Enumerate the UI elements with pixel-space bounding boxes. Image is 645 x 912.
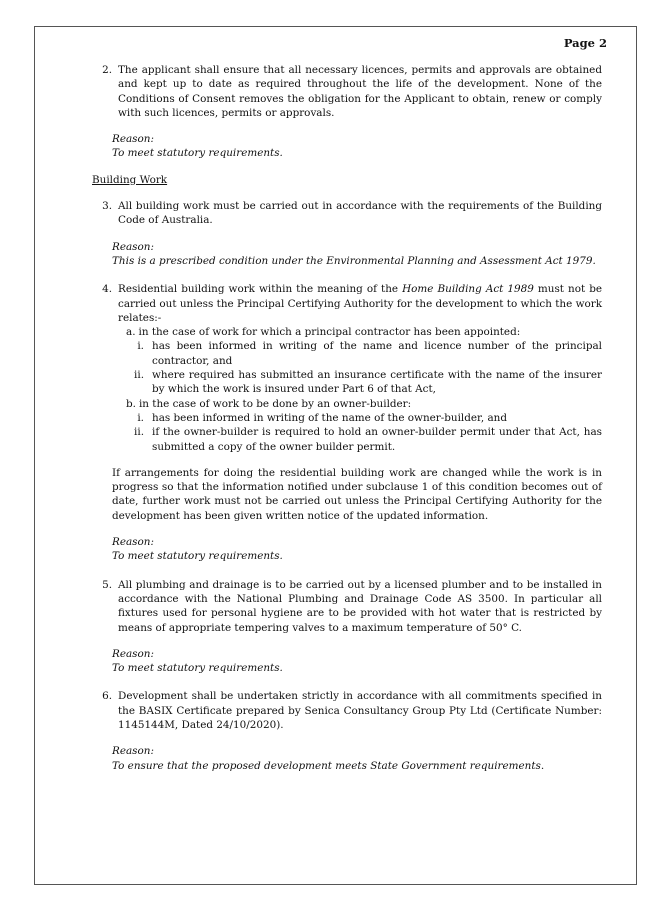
condition-text: All building work must be carried out in accordance with the requirements of the Building Code of Australia.	[118, 200, 602, 227]
reason-text: To ensure that the proposed development meets State Government requirements.	[112, 759, 545, 772]
condition-text-part: Residential building work within the meaning of the	[118, 283, 403, 296]
condition-6	[92, 689, 602, 732]
roman-label: i.	[137, 411, 144, 424]
subclause-text: in the case of work for which a principal contractor has been appointed:	[138, 326, 521, 339]
roman-text: if the owner-builder is required to hold an owner-builder permit under that Act, has submitted a copy of the owner builder permit.	[152, 426, 602, 453]
subclause-a-ii	[126, 368, 602, 397]
roman-text: has been informed in writing of the name and licence number of the principal contractor, and	[152, 340, 602, 367]
condition-5	[92, 578, 602, 635]
condition-text-part: must not be carried out unless the Principal Certifying Authority for the development to which the work relates:-	[118, 283, 602, 324]
roman-text: where required has submitted an insurance certificate with the name of the insurer by which the work is insured under Part 6 of that Act,	[152, 369, 602, 396]
subclause-b	[126, 397, 602, 411]
condition-number: 3.	[102, 200, 112, 213]
roman-label: ii.	[134, 426, 144, 439]
reason-text: To meet statutory requirements.	[112, 662, 283, 675]
document-body	[92, 63, 602, 773]
reason-label: Reason:	[112, 536, 154, 549]
condition-4	[92, 282, 602, 325]
subclause-text: in the case of work to be done by an owner-builder:	[138, 397, 412, 410]
condition-text	[118, 282, 602, 325]
subclause-a	[126, 325, 602, 339]
condition-text: All plumbing and drainage is to be carried out by a licensed plumber and to be installed in accordance with the National Plumbing and Drainage Code AS 3500. In particular all fixtures used for personal hygiene are to be provided with hot water that is restricted by means of appropriate tempering valves to a maximum temperature of 50° C.	[118, 578, 602, 634]
reason-label: Reason:	[112, 240, 154, 253]
act-title: Home Building Act 1989	[402, 283, 534, 296]
condition-number: 5.	[102, 578, 112, 591]
condition-number: 4.	[102, 283, 112, 296]
condition-paragraph: If arrangements for doing the residential building work are changed while the work is in progress so that the information notified under subclause 1 of this condition becomes out of date, further work must not be carried out unless the Principal Certifying Authority for the development has been given written notice of the updated information.	[112, 466, 602, 522]
roman-label: ii.	[134, 369, 144, 382]
page-number: Page 2	[563, 36, 607, 50]
subclause-b-ii	[126, 425, 602, 454]
reason-label: Reason:	[112, 745, 154, 758]
condition-3	[92, 199, 602, 228]
reason-label: Reason:	[112, 133, 154, 146]
subclause-label: b.	[126, 397, 136, 410]
condition-2	[92, 63, 602, 120]
reason-text: This is a prescribed condition under the Environmental Planning and Assessment Act 1979.	[112, 254, 596, 267]
condition-number: 6.	[102, 690, 112, 703]
roman-label: i.	[137, 340, 144, 353]
reason-text: To meet statutory requirements.	[112, 147, 283, 160]
reason-label: Reason:	[112, 647, 154, 660]
condition-number: 2.	[102, 64, 112, 76]
subclause-label: a.	[126, 326, 136, 339]
subclause-a-i	[126, 339, 602, 368]
subclause-b-i	[126, 411, 602, 425]
condition-text: The applicant shall ensure that all necessary licences, permits and approvals are obtained and kept up to date as required throughout the life of the development. None of the Conditions of Consent removes the obligation for the Applicant to obtain, renew or comply with such licences, permits or approvals.	[118, 64, 602, 119]
condition-text: Development shall be undertaken strictly in accordance with all commitments specified in the BASIX Certificate prepared by Senica Consultancy Group Pty Ltd (Certificate Number: 1145144M, Dated 24/10/2020).	[118, 690, 602, 731]
roman-text: has been informed in writing of the name of the owner-builder, and	[152, 411, 508, 424]
reason-text: To meet statutory requirements.	[112, 550, 283, 563]
section-heading: Building Work	[92, 173, 168, 186]
